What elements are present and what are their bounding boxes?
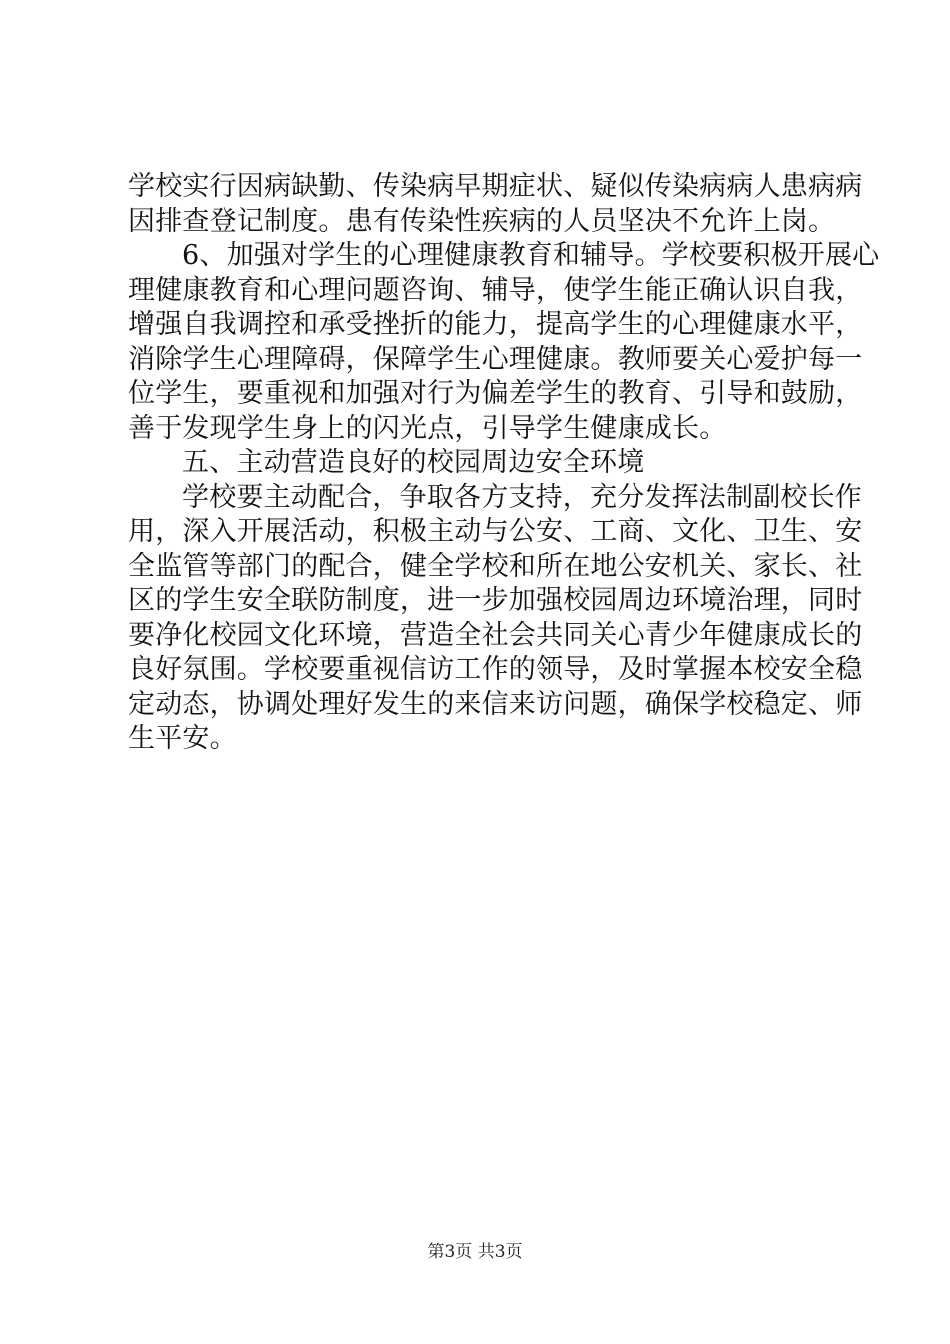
text-line: 学校要主动配合，争取各方支持，充分发挥法制副校长作 [182, 481, 862, 513]
document-body [128, 170, 880, 757]
text-line: 因排查登记制度。患有传染性疾病的人员坚决不允许上岗。 [128, 205, 836, 237]
text-line: 生平安。 [128, 723, 237, 754]
text-line: 理健康教育和心理问题咨询、辅导，使学生能正确认识自我， [128, 274, 863, 306]
text-line: 定动态，协调处理好发生的来信来访问题，确保学校稳定、师 [128, 688, 863, 720]
text-line: 区的学生安全联防制度，进一步加强校园周边环境治理，同时 [128, 585, 863, 616]
text-line: 学校实行因病缺勤、传染病早期症状、疑似传染病病人患病病 [128, 171, 863, 202]
text-line: 用，深入开展活动，积极主动与公安、工商、文化、卫生、安 [128, 516, 863, 547]
section-heading-5: 五、主动营造良好的校园周边安全环境 [182, 447, 645, 478]
text-line: 善于发现学生身上的闪光点，引导学生健康成长。 [128, 412, 727, 444]
text-line: 消除学生心理障碍，保障学生心理健康。教师要关心爱护每一 [128, 343, 863, 375]
text-line: 增强自我调控和承受挫折的能力，提高学生的心理健康水平， [128, 309, 863, 340]
text-line: 要净化校园文化环境，营造全社会共同关心青少年健康成长的 [128, 619, 863, 651]
text-line: 位学生，要重视和加强对行为偏差学生的教育、引导和鼓励， [128, 378, 863, 409]
text-line: 良好氛围。学校要重视信访工作的领导，及时掌握本校安全稳 [128, 654, 863, 685]
paragraph-heading-6: 6、加强对学生的心理健康教育和辅导。学校要积极开展心 [182, 240, 880, 271]
page-number-footer: 第3页 共3页 [427, 1242, 523, 1262]
text-line: 全监管等部门的配合，健全学校和所在地公安机关、家长、社 [128, 550, 863, 582]
